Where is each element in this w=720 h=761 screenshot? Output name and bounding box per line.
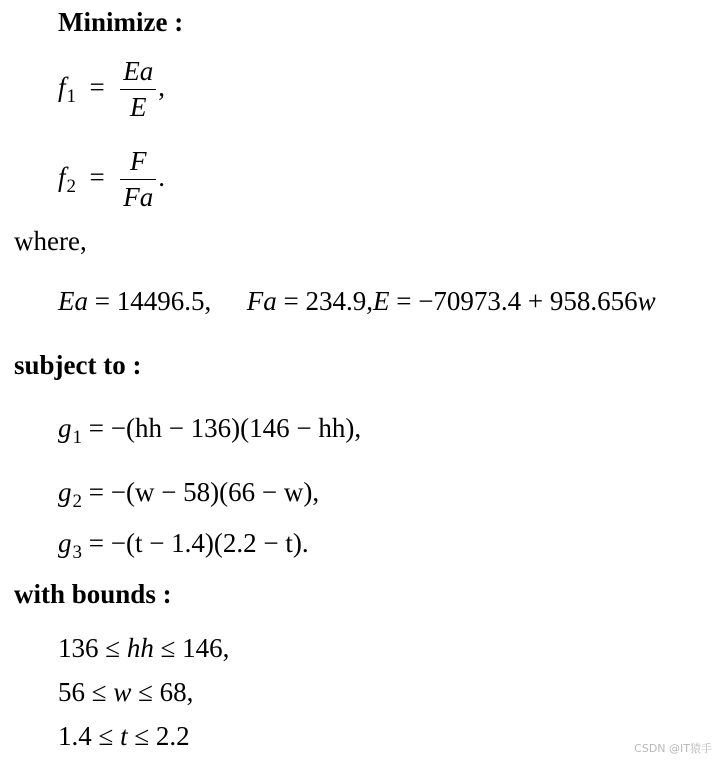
bound-hh-variable: hh (126, 633, 154, 663)
g3-subscript: 3 (72, 542, 82, 563)
objective-f1 (58, 56, 165, 123)
f1-numerator: Ea (120, 56, 156, 90)
e-variable: E (372, 286, 390, 316)
e-value: = −70973.4 + 958.656 (396, 286, 638, 316)
g1-subscript: 1 (72, 427, 82, 448)
bound-hh-lower: 136 ≤ (58, 633, 127, 663)
fa-variable: Fa (246, 286, 277, 316)
bounds-heading: with bounds : (14, 579, 172, 609)
f1-tail: , (158, 71, 165, 102)
constraint-g3 (58, 528, 309, 563)
bound-w-upper: ≤ 68, (131, 677, 194, 707)
f1-equals: = (82, 71, 112, 102)
g3-name: g (58, 528, 72, 558)
bound-w-lower: 56 ≤ (58, 677, 114, 707)
f1-fraction (120, 56, 156, 123)
f2-denominator: Fa (123, 182, 154, 213)
ea-variable: Ea (58, 286, 88, 316)
f2-equals: = (82, 161, 112, 192)
bound-t-upper: ≤ 2.2 (127, 721, 190, 751)
f2-tail: . (158, 161, 165, 192)
fa-value: = 234.9, (283, 286, 373, 316)
g3-expression: = −(t − 1.4)(2.2 − t). (88, 528, 309, 558)
e-w-variable: w (637, 286, 656, 316)
bound-t-lower: 1.4 ≤ (58, 721, 121, 751)
constraint-g1 (58, 413, 362, 448)
g2-expression: = −(w − 58)(66 − w), (88, 477, 320, 507)
f2-fraction (120, 146, 156, 213)
bound-t (58, 721, 190, 752)
f2-name: f (58, 161, 66, 192)
g1-expression: = −(hh − 136)(146 − hh), (88, 413, 362, 443)
bound-w (58, 677, 193, 708)
where-label: where, (14, 226, 87, 256)
constraint-g2 (58, 477, 320, 512)
ea-value: = 14496.5, (94, 286, 212, 316)
f2-numerator: F (120, 146, 156, 180)
f2-subscript: 2 (66, 175, 77, 197)
objective-f2 (58, 146, 165, 213)
g2-subscript: 2 (72, 491, 82, 512)
subject-to-heading: subject to : (14, 350, 142, 380)
csdn-watermark: CSDN @IT猿手 (634, 742, 712, 755)
bound-w-variable: w (113, 677, 132, 707)
bound-hh-upper: ≤ 146, (153, 633, 230, 663)
bound-hh (58, 633, 229, 664)
f1-denominator: E (130, 92, 147, 123)
definitions-line (58, 286, 656, 317)
minimize-heading: Minimize : (58, 7, 184, 37)
g1-name: g (58, 413, 72, 443)
bound-t-variable: t (120, 721, 128, 751)
g2-name: g (58, 477, 72, 507)
f1-name: f (58, 71, 66, 102)
f1-subscript: 1 (66, 85, 77, 107)
